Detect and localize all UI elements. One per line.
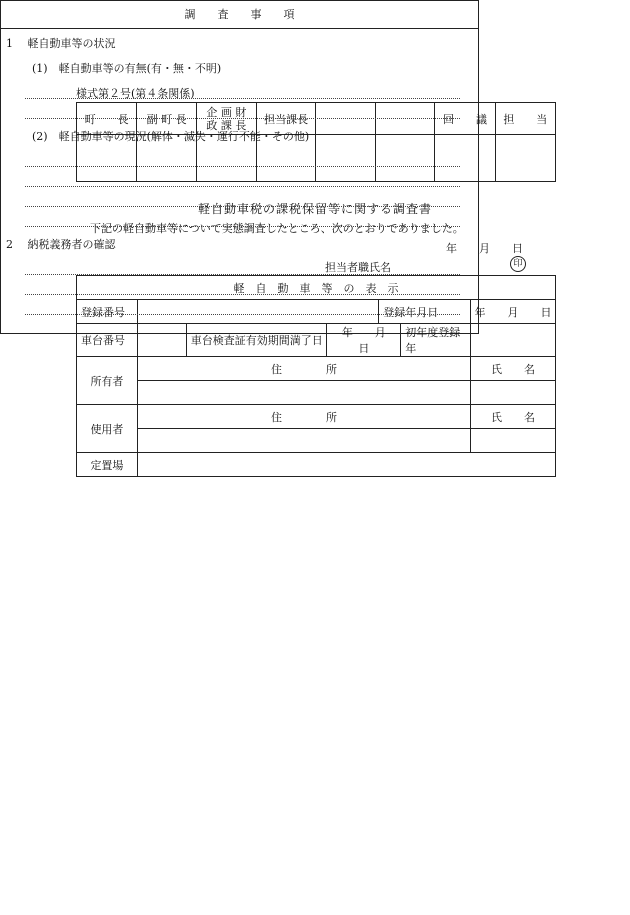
answer-line[interactable] (25, 226, 460, 227)
item-1-1-heading: (1) 軽自動車等の有無(有・無・不明) (32, 62, 222, 75)
approval-stamp-box[interactable] (495, 135, 555, 182)
approval-header-circulation: 回 議 (435, 103, 495, 135)
answer-line[interactable] (25, 118, 460, 119)
owner-label: 所有者 (77, 357, 138, 405)
owner-address-field[interactable] (137, 381, 470, 405)
document-title: 軽自動車税の課税保留等に関する調査書 (197, 202, 432, 216)
garage-label: 定置場 (77, 453, 138, 477)
approval-header-mayor: 町 長 (77, 103, 137, 135)
approval-header-staff: 担 当 (495, 103, 555, 135)
officer-label: 担当者職氏名 (325, 261, 391, 274)
user-label: 使用者 (77, 405, 138, 453)
garage-field[interactable] (137, 453, 555, 477)
approval-stamp-box[interactable] (435, 135, 495, 182)
answer-line[interactable] (25, 274, 460, 275)
vehicle-table (76, 275, 556, 477)
approval-header-section-chief: 担当課長 (256, 103, 316, 135)
user-name-field[interactable] (471, 429, 556, 453)
reg-number-field[interactable] (137, 300, 378, 324)
owner-address-label: 住 所 (137, 357, 470, 381)
item-1-2-heading: (2) 軽自動車等の現況(解体・滅失・運行不能・その他) (32, 130, 310, 143)
first-year-reg-field[interactable] (471, 324, 556, 357)
reg-date-label: 登録年月日 (379, 300, 471, 324)
approval-stamp-box[interactable] (375, 135, 434, 182)
investigation-heading: 調 査 事 項 (1, 1, 478, 29)
user-name-label: 氏 名 (471, 405, 556, 429)
answer-line[interactable] (25, 98, 460, 99)
seal-mark: 印 (510, 256, 526, 272)
first-year-reg-label: 初年度登録年 (401, 324, 471, 357)
approval-header-planning-finance: 企 画 財 政 課 長 (197, 103, 257, 135)
answer-line[interactable] (25, 294, 460, 295)
answer-line[interactable] (25, 206, 460, 207)
approval-stamp-box[interactable] (316, 135, 375, 182)
item-1-heading: 1 軽自動車等の状況 (6, 37, 116, 50)
inspection-expiry-label: 車台検査証有効期間満了日 (186, 324, 327, 357)
item-2-heading: 2 納税義務者の確認 (6, 238, 116, 251)
vehicle-heading: 軽 自 動 車 等 の 表 示 (77, 276, 556, 300)
intro-text: 下記の軽自動車等について実態調査したところ、次のとおりでありました。 (90, 222, 464, 235)
owner-name-field[interactable] (471, 381, 556, 405)
car-number-field[interactable] (137, 324, 186, 357)
user-address-field[interactable] (137, 429, 470, 453)
report-date: 年 月 日 (446, 242, 523, 255)
reg-date-field[interactable]: 年 月 日 (471, 300, 556, 324)
user-address-label: 住 所 (137, 405, 470, 429)
owner-name-label: 氏 名 (471, 357, 556, 381)
approval-header-deputy-mayor: 副 町 長 (137, 103, 197, 135)
inspection-expiry-field[interactable]: 年 月 日 (327, 324, 401, 357)
answer-line[interactable] (25, 314, 460, 315)
reg-number-label: 登録番号 (77, 300, 138, 324)
car-number-label: 車台番号 (77, 324, 138, 357)
answer-line[interactable] (25, 186, 460, 187)
answer-line[interactable] (25, 166, 460, 167)
form-number: 様式第２号(第４条関係) (76, 87, 195, 100)
